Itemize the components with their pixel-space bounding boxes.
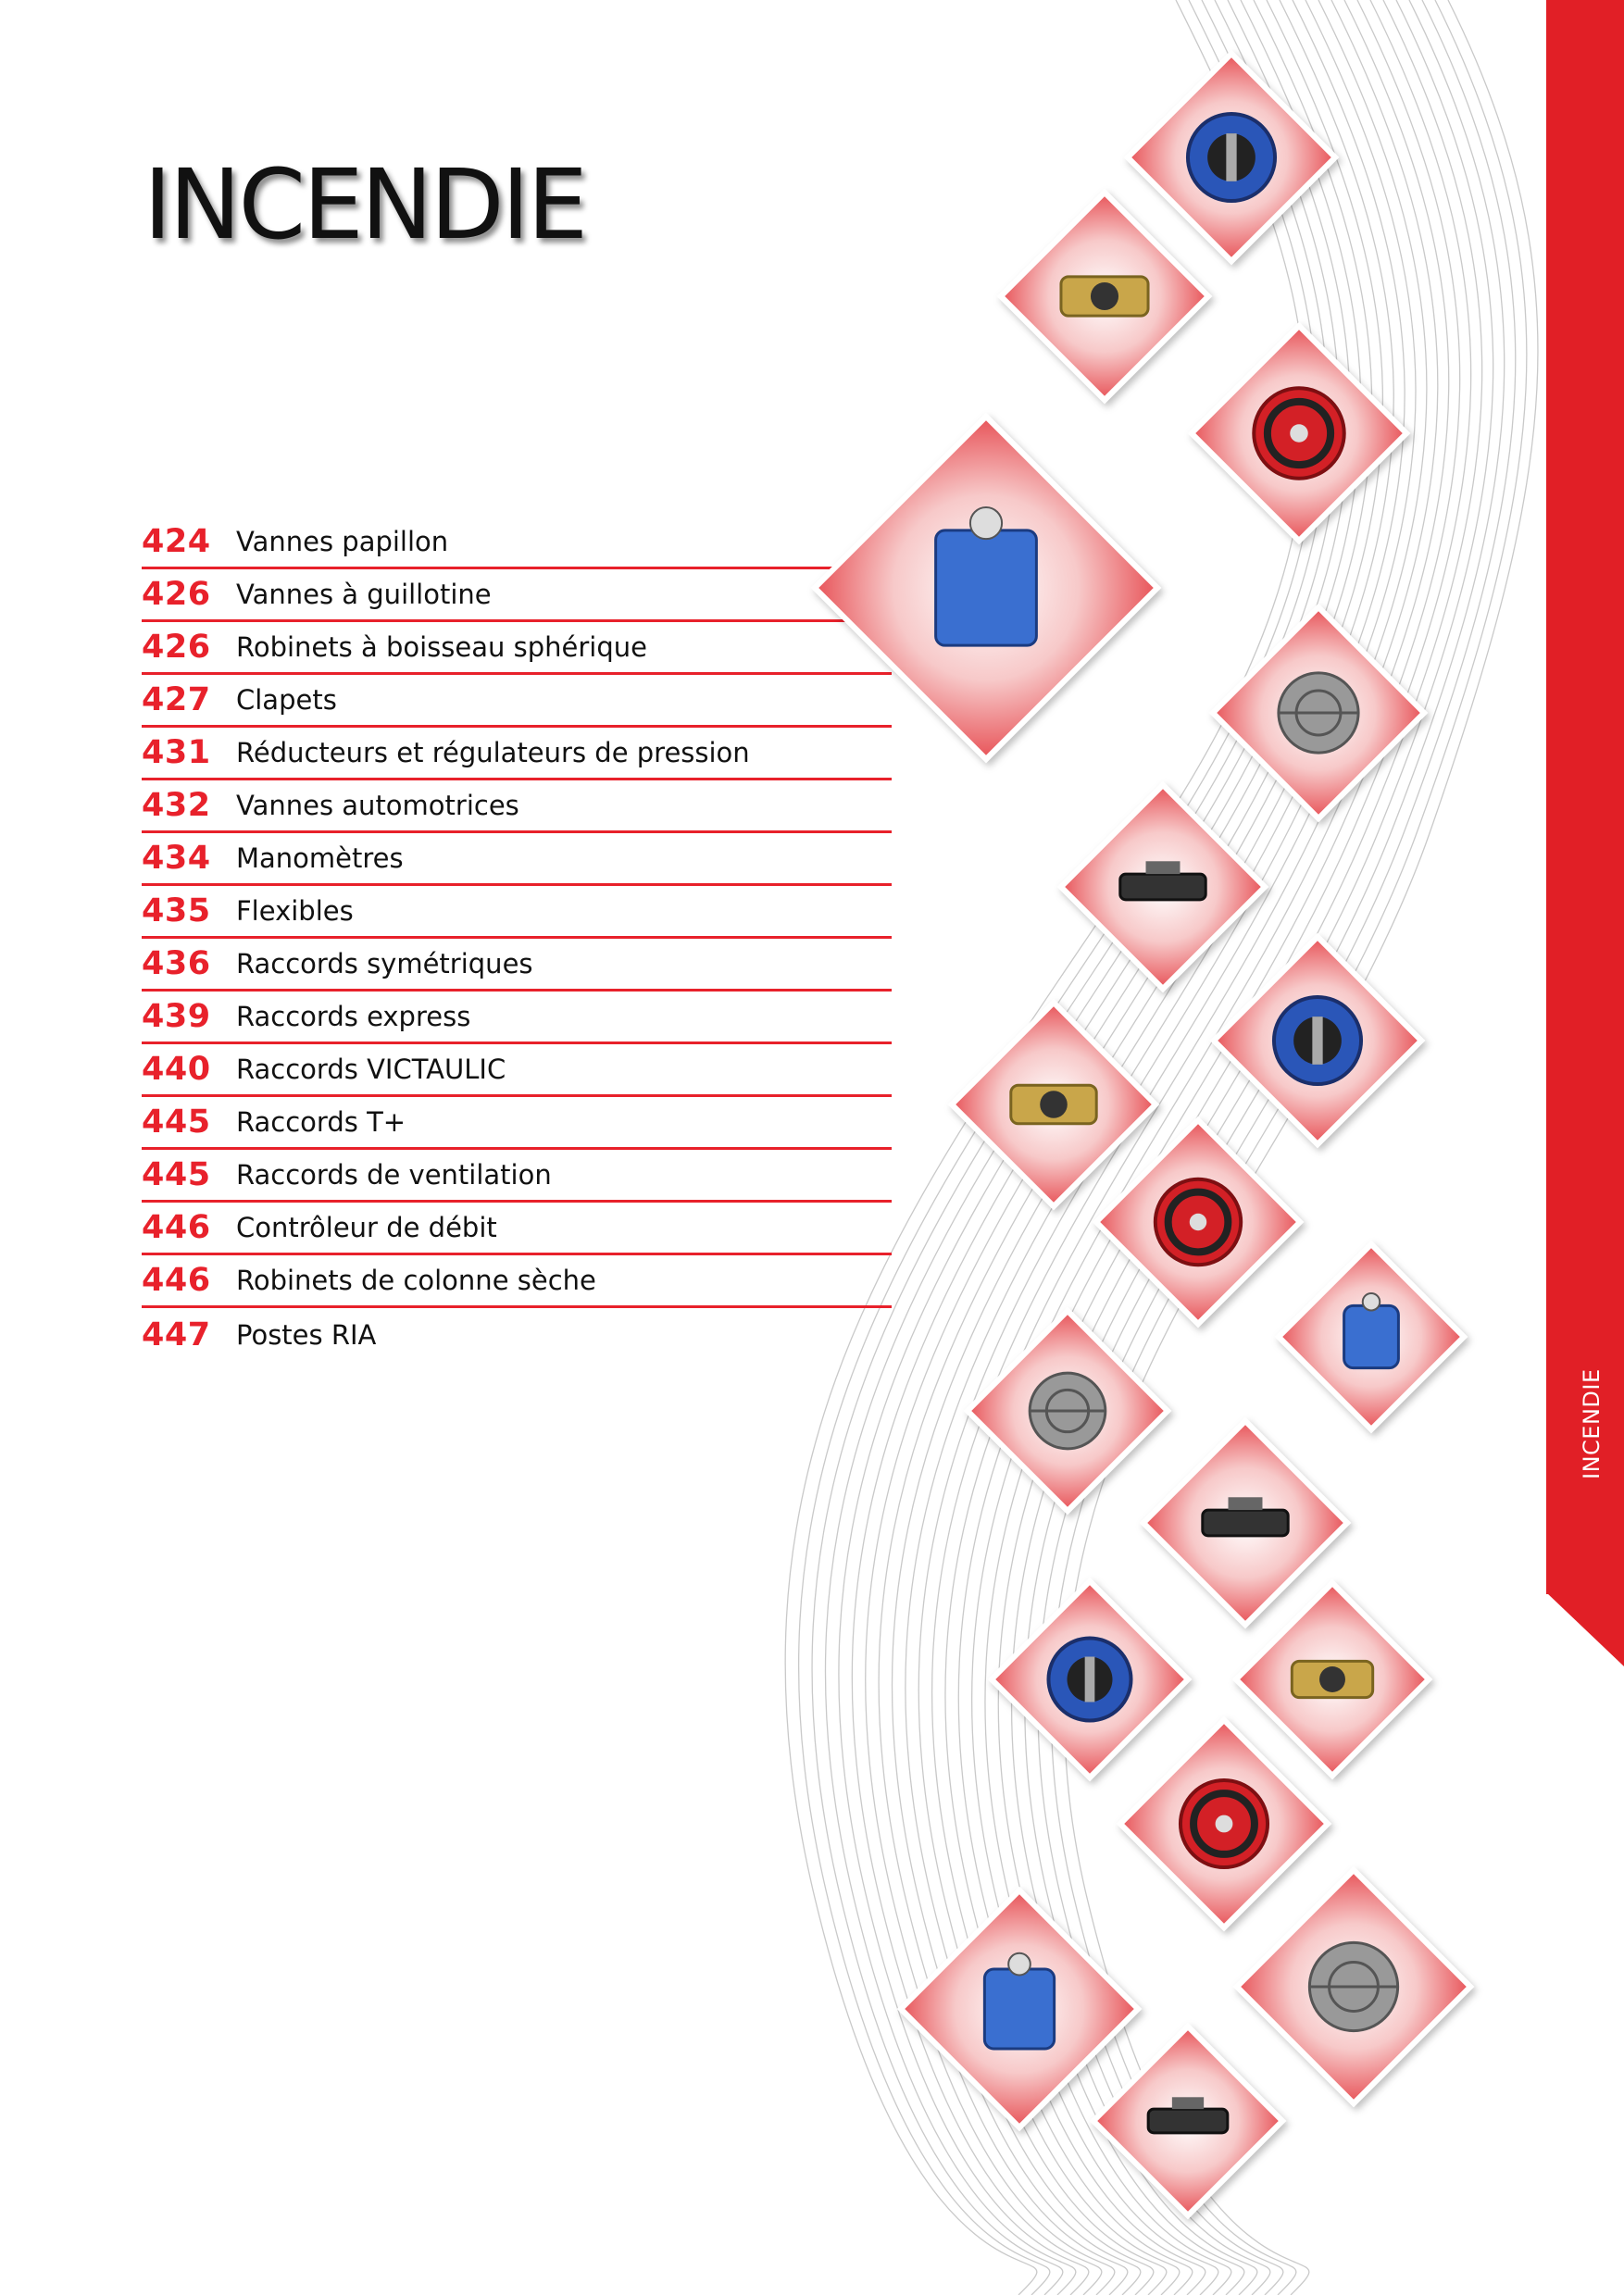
toc-page-number: 439 (142, 998, 211, 1035)
toc-label: Raccords symétriques (236, 948, 533, 979)
toc-page-number: 426 (142, 629, 211, 666)
toc-label: Vannes à guillotine (236, 579, 492, 610)
toc-label: Vannes papillon (236, 526, 449, 557)
toc-page-number: 424 (142, 523, 211, 560)
toc-page-number: 432 (142, 787, 211, 824)
symmetric-coupling-cap-icon (1309, 1942, 1397, 2030)
product-tile[interactable] (1236, 1583, 1429, 1776)
toc-page-number: 436 (142, 945, 211, 982)
toc-label: Robinets à boisseau sphérique (236, 631, 647, 663)
product-tile[interactable] (1096, 1120, 1300, 1324)
product-tile[interactable] (901, 1890, 1138, 2127)
ball-valve-icon (1279, 673, 1358, 753)
product-tile[interactable] (1143, 1421, 1347, 1625)
flow-switch-icon (1188, 114, 1275, 201)
foot-valve-icon (1061, 277, 1148, 316)
pressure-reducer-icon (1292, 1661, 1372, 1697)
product-tile[interactable] (1213, 607, 1424, 818)
toc-label: Manomètres (236, 842, 404, 874)
product-tile[interactable] (1093, 2027, 1282, 2215)
toc-label: Raccords T+ (236, 1106, 406, 1138)
toc-label: Raccords VICTAULIC (236, 1054, 506, 1085)
toc-page-number: 427 (142, 681, 211, 718)
wafer-check-valve-icon (1181, 1780, 1268, 1867)
section-tab[interactable] (1546, 0, 1624, 1594)
toc-page-number: 445 (142, 1156, 211, 1193)
product-tile[interactable] (1001, 193, 1208, 400)
product-tile[interactable] (1214, 937, 1421, 1144)
toc-page-number: 446 (142, 1209, 211, 1246)
toc-page-number: 445 (142, 1104, 211, 1141)
section-tab-notch (1546, 1592, 1624, 1666)
automatic-control-valve-icon (1156, 1179, 1241, 1265)
express-coupling-brass-icon (1274, 997, 1361, 1084)
product-tile[interactable] (815, 417, 1157, 759)
toc-page-number: 440 (142, 1051, 211, 1088)
product-tile[interactable] (952, 1003, 1156, 1206)
toc-page-number: 446 (142, 1262, 211, 1299)
grooved-coupling-icon (1011, 1085, 1096, 1124)
toc-label: Raccords express (236, 1001, 471, 1032)
fire-bucket-icon (1048, 1638, 1131, 1720)
toc-page-number: 435 (142, 892, 211, 929)
product-tile[interactable] (1192, 326, 1406, 541)
toc-label: Réducteurs et régulateurs de pression (236, 737, 750, 768)
toc-label: Robinets de colonne sèche (236, 1265, 596, 1296)
toc-page-number: 426 (142, 576, 211, 613)
hose-reel-icon (1254, 388, 1343, 478)
product-tile[interactable] (1061, 785, 1265, 989)
product-tile[interactable] (1279, 1244, 1464, 1429)
express-coupling-aluminium-icon (1030, 1373, 1106, 1449)
product-tile[interactable] (968, 1311, 1168, 1511)
product-tile[interactable] (1120, 1720, 1328, 1927)
toc-label: Raccords de ventilation (236, 1159, 552, 1191)
section-tab-label: INCENDIE (1579, 1368, 1605, 1479)
product-tile[interactable] (1237, 1870, 1470, 2103)
toc-label: Clapets (236, 684, 337, 716)
toc-page-number: 431 (142, 734, 211, 771)
toc-page-number: 434 (142, 840, 211, 877)
toc-label: Postes RIA (236, 1318, 377, 1351)
product-tile[interactable] (1128, 54, 1335, 261)
fan-guard-icon (1344, 1293, 1399, 1368)
product-tile[interactable] (992, 1581, 1188, 1777)
page-title: INCENDIE (144, 148, 586, 261)
toc-page-number: 447 (142, 1316, 211, 1353)
toc-label: Flexibles (236, 895, 354, 927)
toc-label: Vannes automotrices (236, 790, 519, 821)
toc-label: Contrôleur de débit (236, 1212, 497, 1243)
